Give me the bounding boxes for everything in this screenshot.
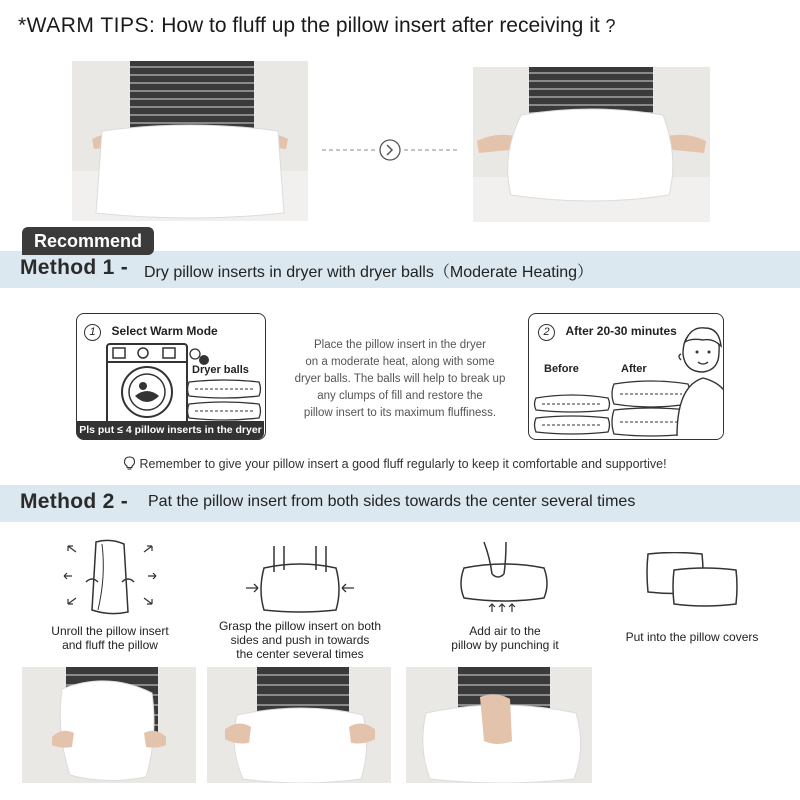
washing-machine-icon [105, 342, 189, 426]
step2-label: After 20-30 minutes [565, 324, 677, 338]
flat-pillow-illustration [72, 61, 308, 221]
caption-line: and fluff the pillow [62, 638, 158, 652]
step1-label: Select Warm Mode [111, 324, 218, 338]
dryer-instructions-line: pillow insert to its maximum fluffiness. [303, 407, 497, 419]
caption-line: Unroll the pillow insert [51, 624, 169, 638]
dryer-instructions-line: dryer balls. The balls will help to break up [294, 373, 506, 385]
warm-tips-title: How to fluff up the pillow insert after receiving it [161, 14, 600, 37]
dryer-instructions-line: any clumps of fill and restore the [317, 390, 483, 402]
method1-bar [0, 251, 800, 288]
step1-number: 1 [84, 324, 101, 341]
warm-tips-prefix: *WARM TIPS: [18, 14, 156, 37]
dryer-instructions-line: on a moderate heat, along with some [305, 356, 495, 368]
caption-line: Grasp the pillow insert on both [218, 619, 382, 633]
punch-photo-illustration [406, 667, 592, 783]
unroll-photo [22, 667, 196, 783]
after-label: After [621, 363, 647, 375]
caption-line: Add air to the [469, 624, 541, 638]
step2-number: 2 [538, 324, 555, 341]
method2-description: Pat the pillow insert from both sides towards the center several times [148, 493, 636, 510]
step-caption-push [205, 619, 395, 661]
warm-tips-question-mark: ? [605, 16, 616, 36]
fluffy-pillow-illustration [473, 67, 710, 222]
step-caption-unroll [30, 624, 190, 652]
pillow-covers-icon [644, 552, 740, 608]
pillows-in-dryer-icon [185, 378, 263, 424]
fluffy-pillow-photo [473, 67, 710, 222]
step2-box [528, 313, 724, 440]
step-caption-punch [420, 624, 590, 652]
punch-photo [406, 667, 592, 783]
step-caption-covers [608, 630, 776, 644]
method1-title: Method 1 - [20, 256, 128, 279]
page-title [18, 14, 616, 38]
unroll-photo-illustration [22, 667, 196, 783]
dryer-instructions-line: Place the pillow insert in the dryer [314, 339, 486, 351]
punch-pillow-icon [456, 540, 552, 614]
caption-line: Put into the pillow covers [625, 630, 759, 644]
method2-title: Method 2 - [20, 490, 128, 513]
fluff-reminder-text: Remember to give your pillow insert a good fluff regularly to keep it comfortable and supportive! [139, 457, 667, 471]
pillows-before-icon [532, 392, 612, 438]
arrow-right-circle-icon [320, 136, 460, 164]
recommend-badge: Recommend [22, 227, 154, 255]
caption-line: pillow by punching it [451, 638, 559, 652]
push-pillow-icon [244, 544, 356, 614]
unroll-pillow-icon [62, 536, 158, 620]
push-photo [207, 667, 391, 783]
caption-line: the center several times [236, 647, 364, 661]
fluff-reminder [123, 456, 667, 471]
lightbulb-icon [123, 456, 136, 470]
before-label: Before [544, 363, 579, 375]
flat-pillow-photo [72, 61, 308, 221]
step1-box [76, 313, 266, 440]
dryer-balls-label: Dryer balls [192, 364, 249, 376]
dryer-limit-note: Pls put ≤ 4 pillow inserts in the dryer [77, 421, 264, 439]
method2-bar [0, 485, 800, 522]
push-photo-illustration [207, 667, 391, 783]
method1-description: Dry pillow inserts in dryer with dryer balls（Moderate Heating） [144, 264, 594, 281]
caption-line: sides and push in towards [230, 633, 370, 647]
dryer-instructions [276, 337, 524, 422]
person-icon [669, 316, 724, 440]
